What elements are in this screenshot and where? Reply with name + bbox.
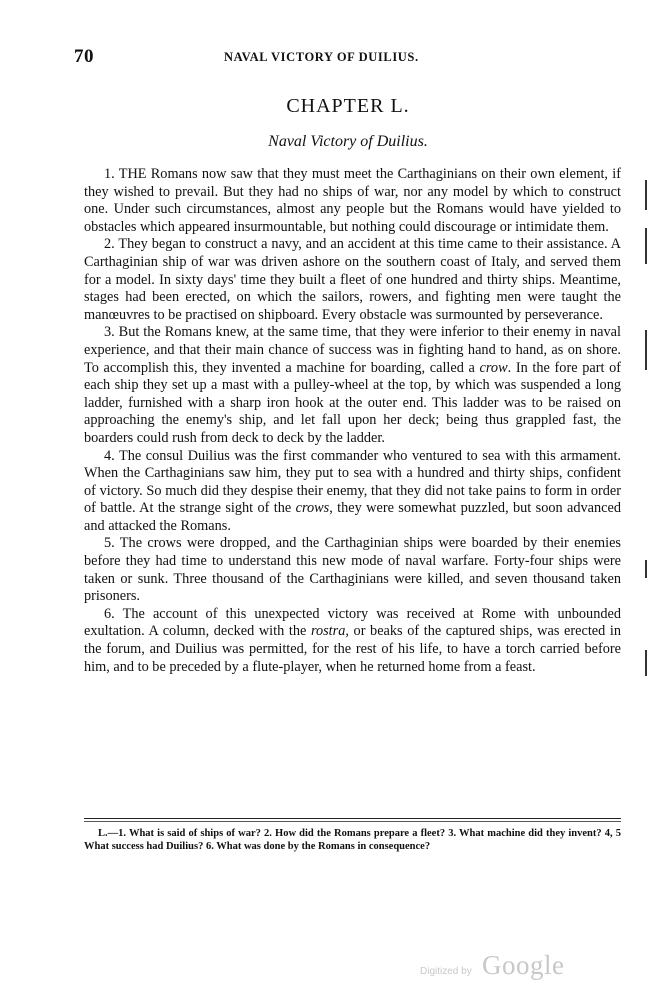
footnote-rule xyxy=(84,818,621,819)
paragraph-6: 6. The account of this unexpected victory was received at Rome with unbounded exultation. A column, decked with the rostra, or beaks of the captured ships, was erected in the forum, and Duilius was permitted, for the rest of his life, to have a torch carried before him, and to be preceded by a flute-player, when he returned home from a feast. xyxy=(84,605,622,675)
google-logo: Google xyxy=(482,950,565,980)
margin-mark xyxy=(645,650,647,676)
running-head xyxy=(74,46,622,70)
scan-margin-marks xyxy=(642,0,652,1000)
study-questions: L.—1. What is said of ships of war? 2. How did the Romans prepare a fleet? 3. What machine did they invent? 4, 5 What success had Duilius? 6. What was done by the Romans in consequence? xyxy=(84,828,621,852)
paragraph-4: 4. The consul Duilius was the first commander who ventured to sea with this armament. When the Carthaginians saw him, they put to sea with a hundred and thirty ships, confident of victory. So much did they despise their enemy, that they did not take pains to form in order of battle. At the strange sight of the crows, they were somewhat puzzled, but soon advanced and attacked the Romans. xyxy=(84,447,621,534)
chapter-heading: CHAPTER L. xyxy=(286,95,410,117)
paragraph-2: 2. They began to construct a navy, and an accident at this time came to their assistance. A Carthaginian ship of war was driven ashore on the southern coast of Italy, and served them for a model. In sixty days' time they built a fleet of one hundred and thirty ships. Meantime, stages had been erected, on which the sailors, rowers, and fighting men were taught the manœuvres to be practised on shipboard. Every obstacle was surmounted by perseverance. xyxy=(84,236,621,323)
margin-mark xyxy=(645,228,647,264)
margin-mark xyxy=(645,560,647,578)
watermark-digitized-text: Digitized by xyxy=(420,966,472,977)
paragraph-5: 5. The crows were dropped, and the Carthaginian ships were boarded by their enemies before they had time to understand this new mode of naval warfare. Forty-four ships were taken or sunk. Three thousand of the Carthaginians were killed, and seven thousand taken prisoners. xyxy=(84,535,621,605)
chapter-body xyxy=(84,166,621,676)
digitized-watermark xyxy=(420,950,620,980)
paragraph-3: 3. But the Romans knew, at the same time, that they were inferior to their enemy in naval experience, and that their main chance of success was in fighting hand to hand, as on shore. To accomplish this, they invented a machine for boarding, called a crow. In the fore part of each ship they set up a mast with a pulley-wheel at the top, by which was suspended a long ladder, furnished with a sharp iron hook at the outer end. This ladder was to be raised on approaching the enemy's ship, and let fall upon her deck; being thus grappled fast, the boarders could rush from deck to deck by the ladder. xyxy=(84,324,621,446)
chapter-subtitle: Naval Victory of Duilius. xyxy=(268,133,428,150)
footnote-rule-secondary xyxy=(84,821,621,822)
paragraph-1: 1. THE Romans now saw that they must meet the Carthaginians on their own element, if they wished to prevail. But they had no ships of war, nor any model by which to construct one. Under such circumstances, almost any people but the Romans would have yielded to obstacles which appeared insurmountable, but nothing could discourage or intimidate them. xyxy=(84,166,621,235)
page-number: 70 xyxy=(74,46,94,67)
margin-mark xyxy=(645,180,647,210)
running-title: NAVAL VICTORY OF DUILIUS. xyxy=(224,50,419,64)
margin-mark xyxy=(645,330,647,370)
